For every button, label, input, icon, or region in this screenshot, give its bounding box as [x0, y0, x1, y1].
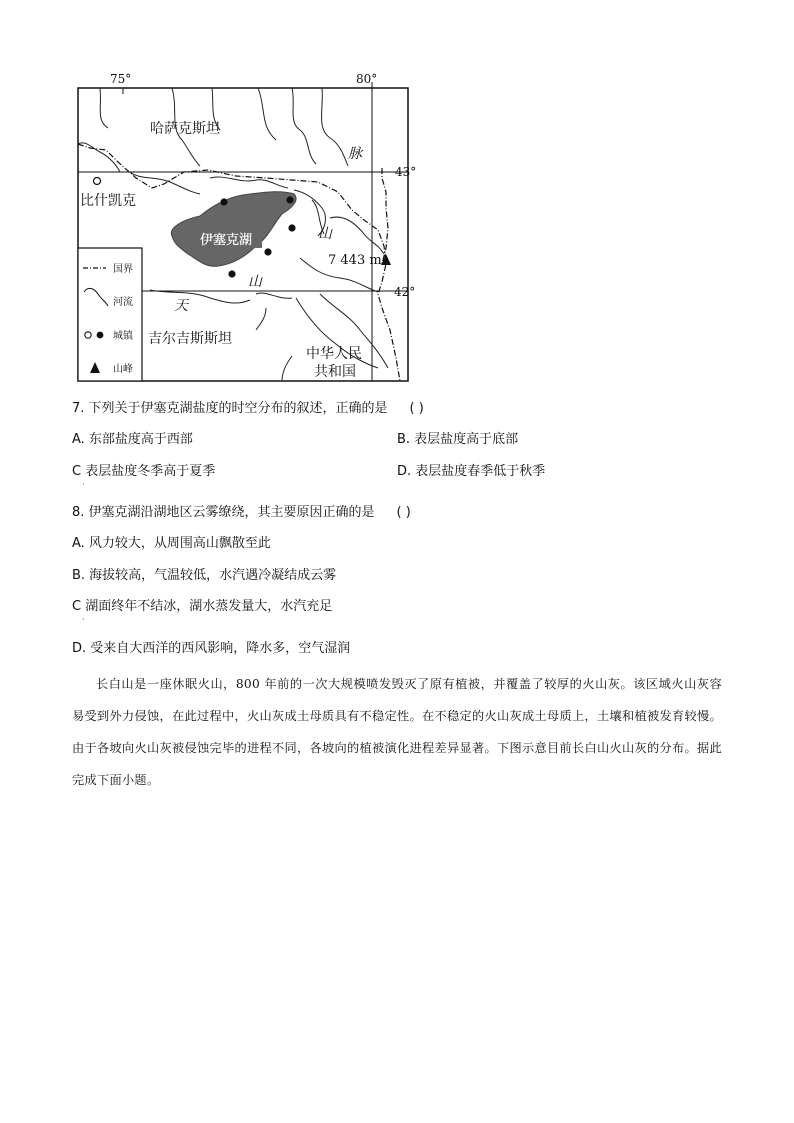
mountain-char-shan-2: 山 — [248, 274, 262, 290]
question-7-text: 7. 下列关于伊塞克湖盐度的时空分布的叙述，正确的是 — [72, 401, 388, 416]
question-8-answer-paren: ( ) — [396, 505, 411, 520]
town-dot — [264, 248, 271, 255]
scan-mark: · — [82, 480, 85, 489]
label-china-line1: 中华人民 — [306, 346, 362, 362]
map-svg — [60, 68, 440, 386]
lake-label: 伊塞克湖 — [200, 233, 253, 248]
label-china-line2: 共和国 — [314, 364, 356, 380]
town-dot — [288, 224, 295, 231]
label-kyrgyzstan: 吉尔吉斯斯坦 — [148, 331, 232, 347]
question-7-stem — [72, 400, 424, 418]
question-8-text: 8. 伊塞克湖沿湖地区云雾缭绕，其主要原因正确的是 — [72, 505, 375, 520]
legend-town-open-symbol — [85, 332, 91, 338]
question-7-option-a: A. 东部盐度高于西部 — [72, 432, 193, 447]
question-7-answer-paren: ( ) — [409, 401, 424, 416]
mountain-char-shan-1: 山 — [318, 226, 332, 242]
question-8-option-d: D. 受来自大西洋的西风影响，降水多，空气湿润 — [72, 641, 351, 656]
legend-river-label: 河流 — [113, 297, 133, 308]
issyk-kul-map — [60, 68, 440, 386]
changbai-passage: 长白山是一座休眠火山，800 年前的一次大规模喷发毁灭了原有植被，并覆盖了较厚的火山灰。该区域火山灰容易受到外力侵蚀，在此过程中，火山灰成土母质具有不稳定性。在不稳定的火山灰成土母质上，土壤和植被发育较慢。由于各坡向火山灰被侵蚀完毕的进程不同，各坡向的植被演化进程差异显著。下图示意目前长白山火山灰的分布。据此完成下面小题。 — [72, 677, 722, 787]
lon-label-75: 75° — [110, 72, 132, 86]
legend-peak-label: 山峰 — [113, 364, 133, 375]
lon-label-80: 80° — [356, 72, 378, 86]
question-8-option-b: B. 海拔较高，气温较低，水汽遇冷凝结成云雾 — [72, 568, 337, 583]
peak-marker — [381, 254, 391, 265]
lat-label-43: 43° — [395, 165, 417, 179]
town-dot — [220, 198, 227, 205]
lat-label-42: 42° — [394, 285, 416, 299]
town-dot — [228, 270, 235, 277]
scan-mark: · — [82, 615, 85, 624]
legend-border-label: 国界 — [113, 264, 133, 275]
town-dot — [286, 196, 293, 203]
lake-shape — [171, 192, 296, 267]
question-7-option-b: B. 表层盐度高于底部 — [397, 432, 519, 447]
question-8-option-c: C 湖面终年不结冰，湖水蒸发量大，水汽充足 — [72, 599, 333, 614]
question-7-option-c: C 表层盐度冬季高于夏季 — [72, 464, 216, 479]
map-legend — [78, 248, 142, 381]
bishkek-town-marker — [94, 178, 101, 185]
question-8-option-a: A. 风力较大，从周围高山飘散至此 — [72, 536, 271, 551]
peak-elevation: 7 443 m — [328, 253, 382, 268]
label-bishkek: 比什凯克 — [80, 193, 136, 209]
question-8-stem — [72, 504, 411, 522]
question-7-option-d: D. 表层盐度春季低于秋季 — [397, 464, 546, 479]
national-border-east — [382, 168, 388, 264]
mountain-char-tian: 天 — [174, 298, 188, 314]
label-kazakhstan: 哈萨克斯坦 — [150, 121, 220, 137]
mountain-char-mai: 脉 — [348, 146, 362, 162]
legend-town-label: 城镇 — [113, 331, 133, 342]
legend-town-filled-symbol — [97, 332, 104, 339]
